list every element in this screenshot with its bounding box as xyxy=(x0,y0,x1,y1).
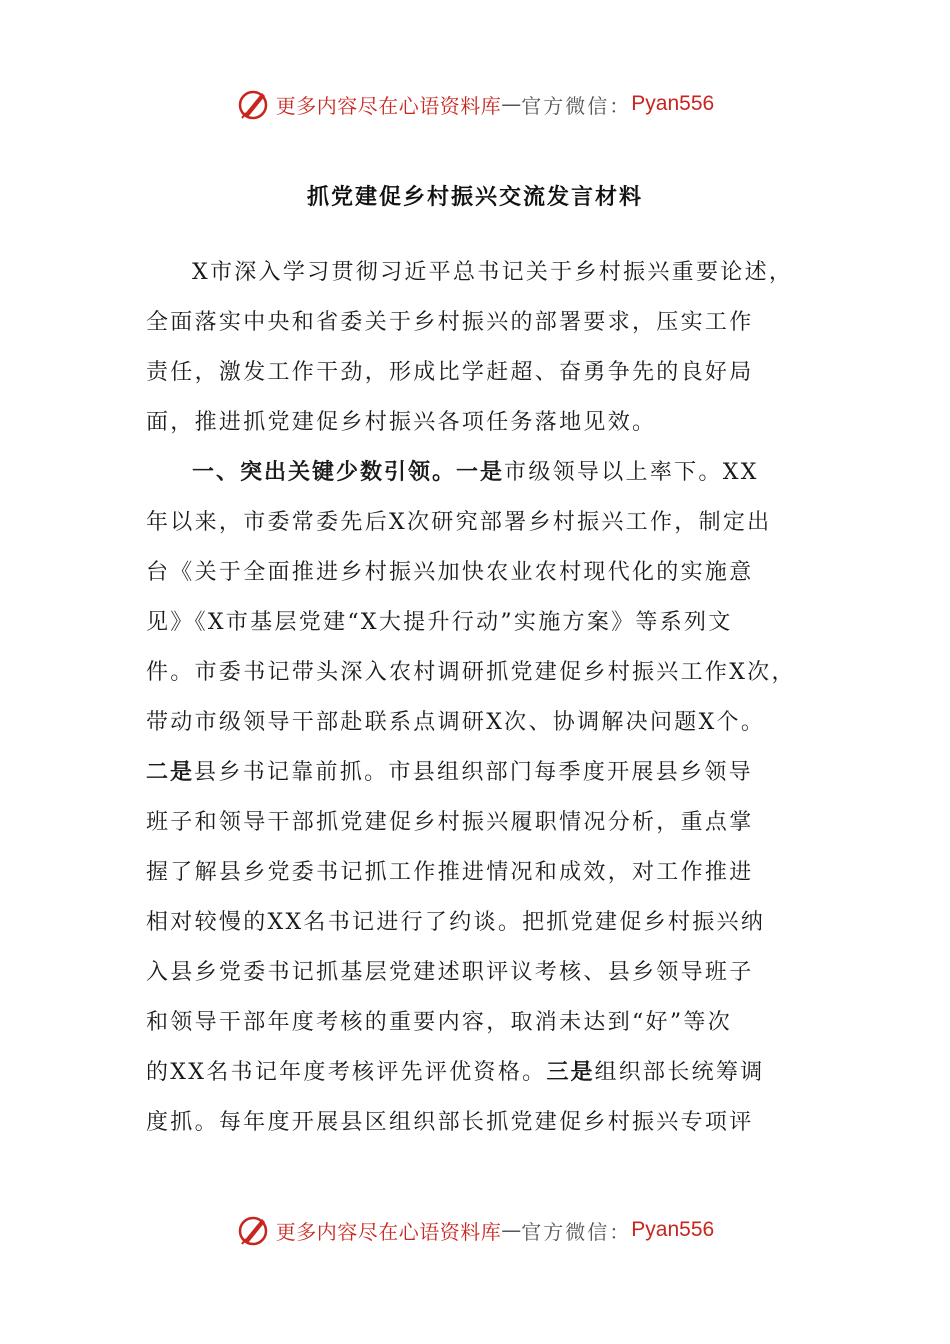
text-line: 面，推进抓党建促乡村振兴各项任务落地见效。 xyxy=(146,410,657,435)
text-line: 台《关于全面推进乡村振兴加快农业农村现代化的实施意 xyxy=(146,560,754,585)
document-title: 抓党建促乡村振兴交流发言材料 xyxy=(306,185,643,210)
paragraph-section-one xyxy=(146,448,826,1148)
document-body xyxy=(146,248,826,1148)
text-run: 的XX名书记年度考核评先评优资格。 xyxy=(146,1060,547,1085)
banner-dash: — xyxy=(501,92,522,116)
banner-label: 官方微信： xyxy=(521,93,632,118)
text-line: 班子和领导干部抓党建促乡村振兴履职情况分析，重点掌 xyxy=(146,810,754,835)
text-run: 组织部长统筹调 xyxy=(594,1060,765,1085)
text-line: 握了解县乡党委书记抓工作推进情况和成效，对工作推进 xyxy=(146,860,754,885)
text-line: 年以来，市委常委先后X次研究部署乡村振兴工作，制定出 xyxy=(146,510,772,535)
text-line xyxy=(146,748,826,798)
text-line xyxy=(146,1048,826,1098)
text-run: 市级领导以上率下。XX xyxy=(504,460,759,485)
banner-dash: — xyxy=(501,1218,522,1242)
text-line: 度抓。每年度开展县区组织部长抓党建促乡村振兴专项评 xyxy=(146,1110,754,1135)
text-line: 全面落实中央和省委关于乡村振兴的部署要求，压实工作 xyxy=(146,310,754,335)
footer-watermark-banner xyxy=(0,1210,950,1250)
item-marker: 三是 xyxy=(546,1060,595,1085)
text-line: 件。市委书记带头深入农村调研抓党建促乡村振兴工作X次， xyxy=(146,660,796,685)
text-line xyxy=(146,448,826,498)
banner-wechat-id: Pyan556 xyxy=(631,1218,715,1241)
quill-logo-icon xyxy=(236,1213,270,1247)
text-line: X市深入学习贯彻习近平总书记关于乡村振兴重要论述， xyxy=(192,260,794,285)
banner-text: 更多内容尽在心语资料库 xyxy=(275,93,502,118)
text-line: 带动市级领导干部赴联系点调研X次、协调解决问题X个。 xyxy=(146,710,766,735)
text-line: 相对较慢的XX名书记进行了约谈。把抓党建促乡村振兴纳 xyxy=(146,910,766,935)
banner-label: 官方微信： xyxy=(521,1219,632,1244)
header-watermark-banner xyxy=(0,84,950,124)
banner-text: 更多内容尽在心语资料库 xyxy=(275,1219,502,1244)
item-marker: 二是 xyxy=(146,760,195,785)
paragraph-intro xyxy=(146,248,826,448)
text-run: 县乡书记靠前抓。市县组织部门每季度开展县乡领导 xyxy=(194,760,753,785)
text-line: 责任，激发工作干劲，形成比学赶超、奋勇争先的良好局 xyxy=(146,360,754,385)
item-marker: 一是 xyxy=(456,460,505,485)
text-line: 见》《X市基层党建“X大提升行动”实施方案》等系列文 xyxy=(146,610,733,635)
quill-logo-icon xyxy=(236,87,270,121)
section-heading: 一、突出关键少数引领。 xyxy=(192,460,457,485)
text-line: 入县乡党委书记抓基层党建述职评议考核、县乡领导班子 xyxy=(146,960,754,985)
text-line: 和领导干部年度考核的重要内容，取消未达到“好”等次 xyxy=(146,1010,732,1035)
banner-wechat-id: Pyan556 xyxy=(631,92,715,115)
